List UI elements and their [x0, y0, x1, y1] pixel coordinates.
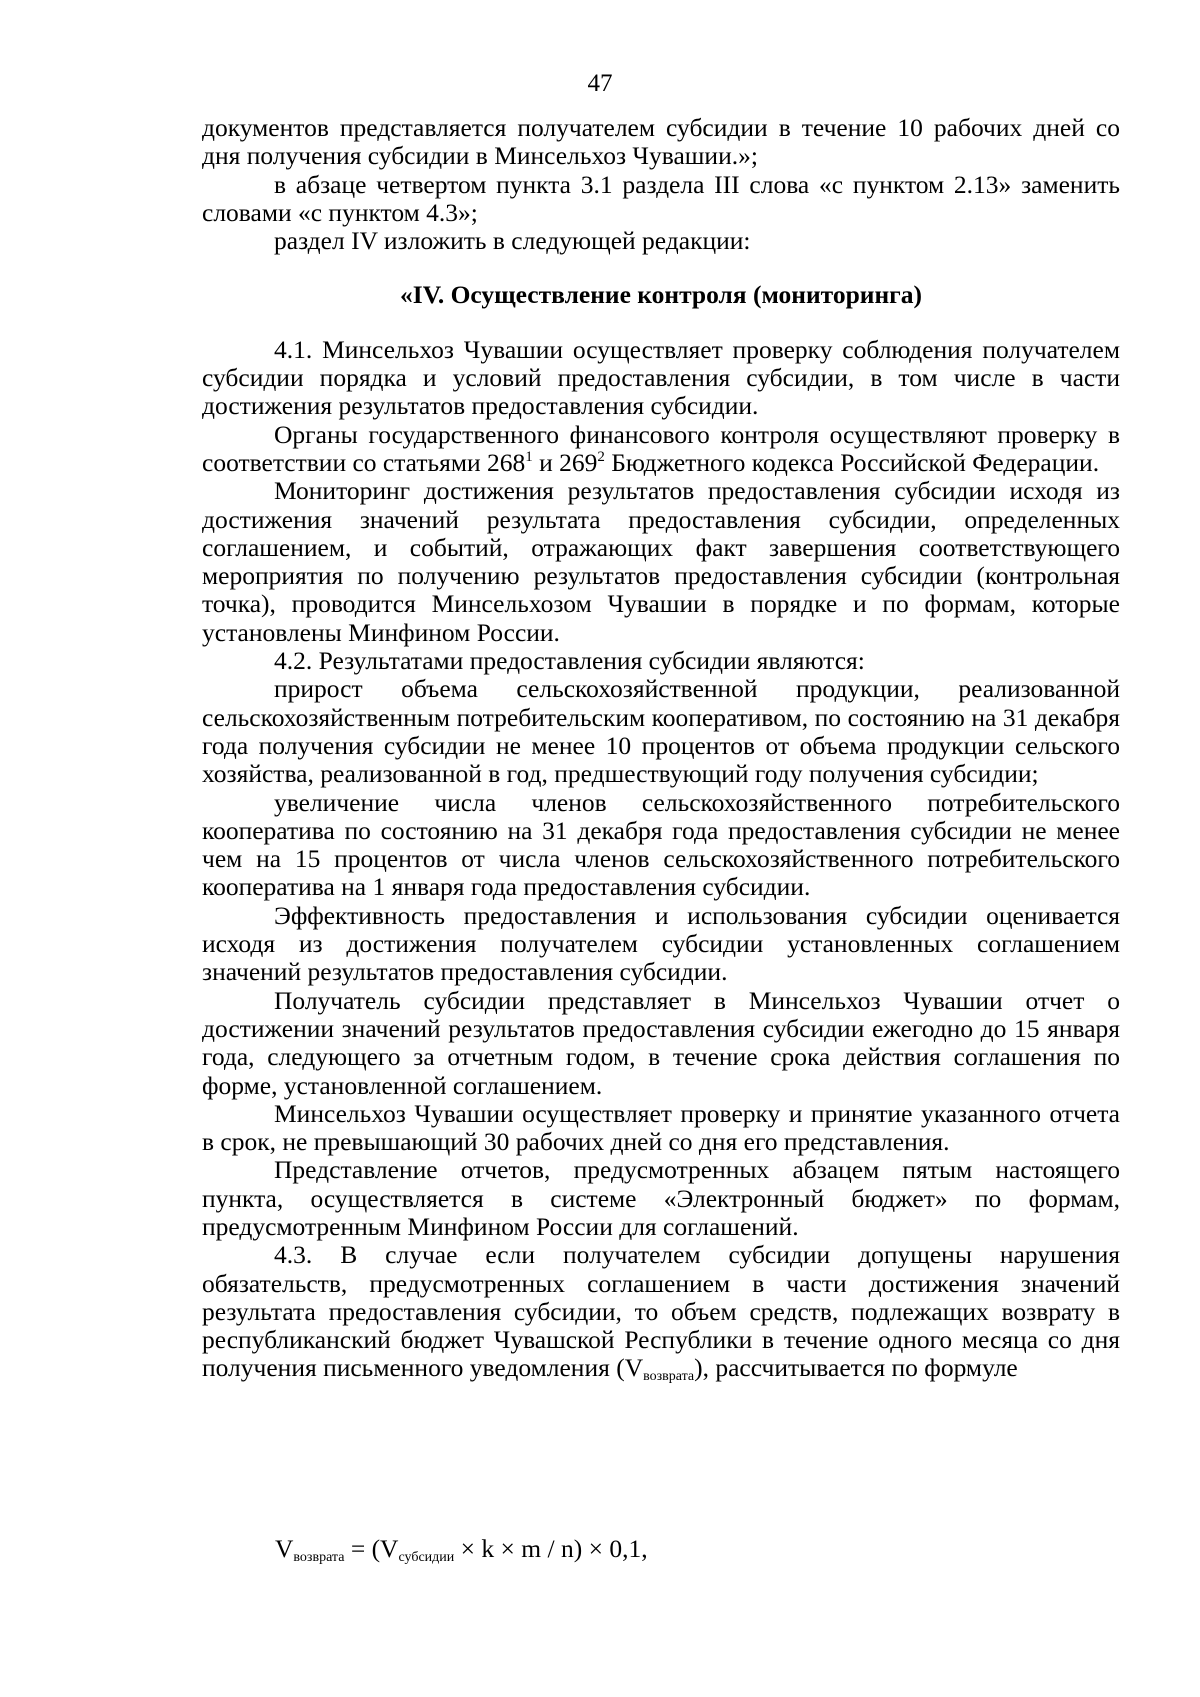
formula-rhs-subscript: субсидии	[398, 1550, 455, 1565]
footnote-superscript: 2	[597, 448, 605, 465]
paragraph-4-3	[202, 1240, 1120, 1385]
paragraph-report: Получатель субсидии представляет в Минсельхоз Чувашии отчет о достижении значений результатов предоставления субсидии ежегодно до 15 января года, следующего за отчетным годом, в течение срока действия соглашения по форме, установленной соглашением.	[202, 985, 1120, 1100]
paragraph-amendment-3-1: в абзаце четвертом пункта 3.1 раздела III слова «с пунктом 2.13» заменить словами «с пунктом 4.3»;	[202, 169, 1120, 227]
page-number: 47	[587, 70, 613, 97]
paragraph-efficiency: Эффективность предоставления и использования субсидии оценивается исходя из достижения получателем субсидии установленных соглашением значений результатов предоставления субсидии.	[202, 900, 1120, 987]
text-fragment: ), рассчитывается по формуле	[694, 1353, 1018, 1383]
paragraph-4-2: 4.2. Результатами предоставления субсидии являются:	[274, 646, 865, 676]
paragraph-report-check: Минсельхоз Чувашии осуществляет проверку и принятие указанного отчета в срок, не превышающий 30 рабочих дней со дня его представления.	[202, 1098, 1120, 1157]
text-fragment: и 269	[532, 447, 598, 477]
paragraph-4-1: 4.1. Минсельхоз Чувашии осуществляет проверку соблюдения получателем субсидии порядка и условий предоставления субсидии, в том числе в части достижения результатов предоставления субсидии.	[202, 334, 1120, 421]
formula-lhs: V	[275, 1534, 294, 1563]
text-fragment: 4.3. В случае если получателем субсидии допущены нарушения обязательств, предусмотренных соглашением в части достижения значений результата предоставления субсидии, то объем средств, подлежащих возврату в республиканский бюджет Чувашской Республики в течение одного месяца со дня получения письменного уведомления (V	[202, 1240, 1120, 1383]
paragraph-result-members: увеличение числа членов сельскохозяйственного потребительского кооператива по состоянию на 31 декабря года предоставления субсидии не менее чем на 15 процентов от числа членов сельскохозяйственного потребительского кооператива на 1 января года предоставления субсидии.	[202, 787, 1120, 902]
footnote-superscript: 1	[525, 448, 533, 465]
section-heading: «IV. Осуществление контроля (мониторинга)	[400, 280, 922, 310]
subscript: возврата	[643, 1369, 695, 1385]
formula	[275, 1534, 648, 1564]
paragraph-result-volume: прирост объема сельскохозяйственной продукции, реализованной сельскохозяйственным потребительским кооперативом, по состоянию на 31 декабря года получения субсидии не менее 10 процентов от объема продукции сельского хозяйства, реализованной в год, предшествующий году получения субсидии;	[202, 674, 1120, 789]
paragraph-continuation: документов представляется получателем субсидии в течение 10 рабочих дней со дня получения субсидии в Минсельхоз Чувашии.»;	[202, 113, 1120, 171]
paragraph-monitoring: Мониторинг достижения результатов предоставления субсидии исходя из достижения значений результата предоставления субсидии, определенных соглашением, и событий, отражающих факт завершения соответствующего мероприятия по получению результатов предоставления субсидии (контрольная точка), проводится Минсельхозом Чувашии в порядке и по формам, которые установлены Минфином России.	[202, 476, 1120, 647]
formula-lhs-subscript: возврата	[293, 1550, 345, 1565]
document-body	[202, 114, 1120, 1383]
paragraph-financial-control	[202, 421, 1120, 478]
paragraph-section-iv-intro: раздел IV изложить в следующей редакции:	[274, 226, 751, 256]
paragraph-electronic-budget: Представление отчетов, предусмотренных абзацем пятым настоящего пункта, осуществляется в системе «Электронный бюджет» по формам, предусмотренным Минфином России для соглашений.	[202, 1155, 1120, 1241]
text-fragment: Бюджетного кодекса Российской Федерации.	[604, 447, 1100, 477]
text-fragment: Органы государственного финансового контроля осуществляют проверку в соответствии со статьями 268	[202, 419, 1120, 477]
formula-rest: × k × m / n) × 0,1,	[454, 1534, 648, 1563]
formula-equals: = (V	[344, 1534, 399, 1563]
